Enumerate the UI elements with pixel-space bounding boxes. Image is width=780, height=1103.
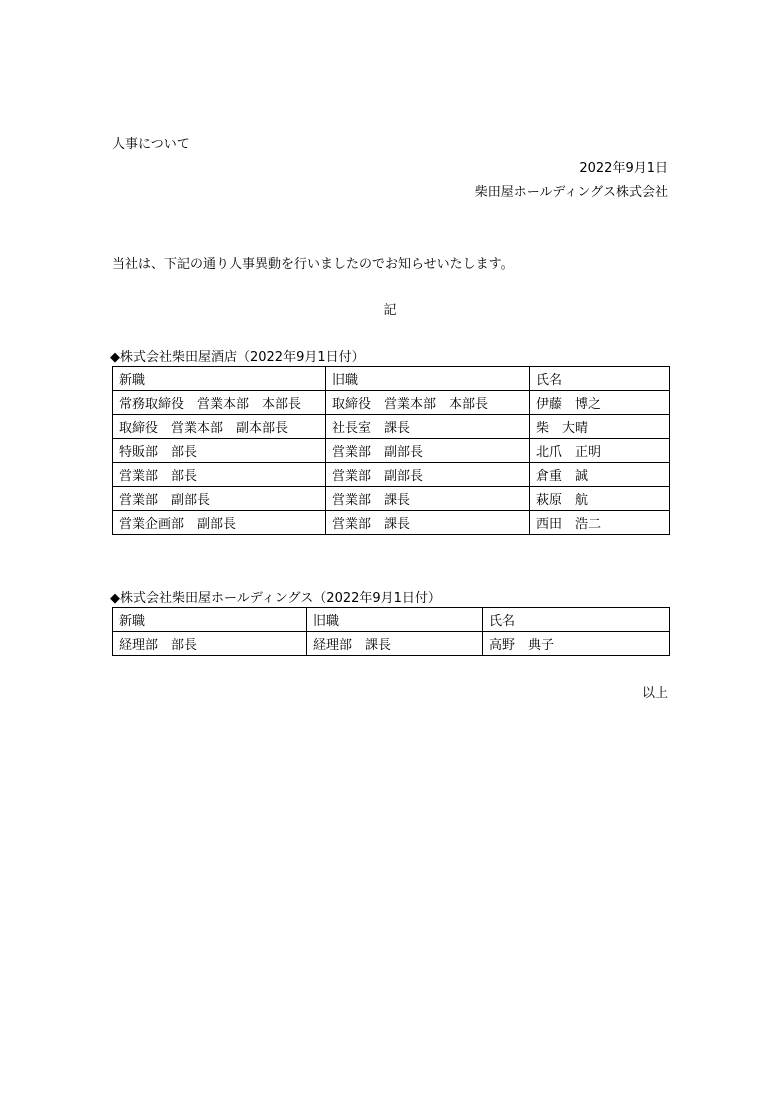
table-row [113, 439, 670, 463]
table-row [113, 391, 670, 415]
cell-name: 高野 典子 [483, 632, 670, 656]
table-row [113, 487, 670, 511]
cell-old-position: 営業部 課長 [326, 487, 530, 511]
table-row [113, 415, 670, 439]
cell-name: 西田 浩二 [530, 511, 670, 535]
document-date: 2022年9月1日 [579, 161, 668, 176]
column-header-new-position: 新職 [113, 367, 326, 391]
column-header-old-position: 旧職 [307, 608, 483, 632]
table-row [113, 632, 670, 656]
column-header-new-position: 新職 [113, 608, 307, 632]
intro-text: 当社は、下記の通り人事異動を行いましたのでお知らせいたします。 [112, 257, 514, 272]
cell-name: 柴 大晴 [530, 415, 670, 439]
document-title: 人事について [112, 137, 190, 152]
cell-old-position: 取締役 営業本部 本部長 [326, 391, 530, 415]
cell-new-position: 営業企画部 副部長 [113, 511, 326, 535]
section-heading-holdings: ◆株式会社柴田屋ホールディングス（2022年9月1日付） [110, 591, 441, 606]
cell-new-position: 取締役 営業本部 副本部長 [113, 415, 326, 439]
cell-new-position: 営業部 部長 [113, 463, 326, 487]
personnel-table-sake-shop [112, 366, 670, 535]
cell-new-position: 営業部 副部長 [113, 487, 326, 511]
table-row [113, 463, 670, 487]
ki-heading: 記 [383, 303, 397, 318]
table-header-row [113, 608, 670, 632]
table-header-row [113, 367, 670, 391]
section-heading-sake-shop: ◆株式会社柴田屋酒店（2022年9月1日付） [110, 350, 365, 365]
cell-name: 伊藤 博之 [530, 391, 670, 415]
cell-new-position: 特販部 部長 [113, 439, 326, 463]
cell-old-position: 営業部 課長 [326, 511, 530, 535]
table-row [113, 511, 670, 535]
cell-name: 北爪 正明 [530, 439, 670, 463]
closing-mark: 以上 [641, 686, 668, 701]
cell-new-position: 経理部 部長 [113, 632, 307, 656]
column-header-old-position: 旧職 [326, 367, 530, 391]
cell-new-position: 常務取締役 営業本部 本部長 [113, 391, 326, 415]
column-header-name: 氏名 [483, 608, 670, 632]
company-name: 柴田屋ホールディングス株式会社 [474, 185, 668, 200]
column-header-name: 氏名 [530, 367, 670, 391]
personnel-table-holdings [112, 607, 670, 656]
cell-old-position: 営業部 副部長 [326, 463, 530, 487]
cell-old-position: 経理部 課長 [307, 632, 483, 656]
cell-name: 倉重 誠 [530, 463, 670, 487]
cell-name: 萩原 航 [530, 487, 670, 511]
cell-old-position: 社長室 課長 [326, 415, 530, 439]
cell-old-position: 営業部 副部長 [326, 439, 530, 463]
